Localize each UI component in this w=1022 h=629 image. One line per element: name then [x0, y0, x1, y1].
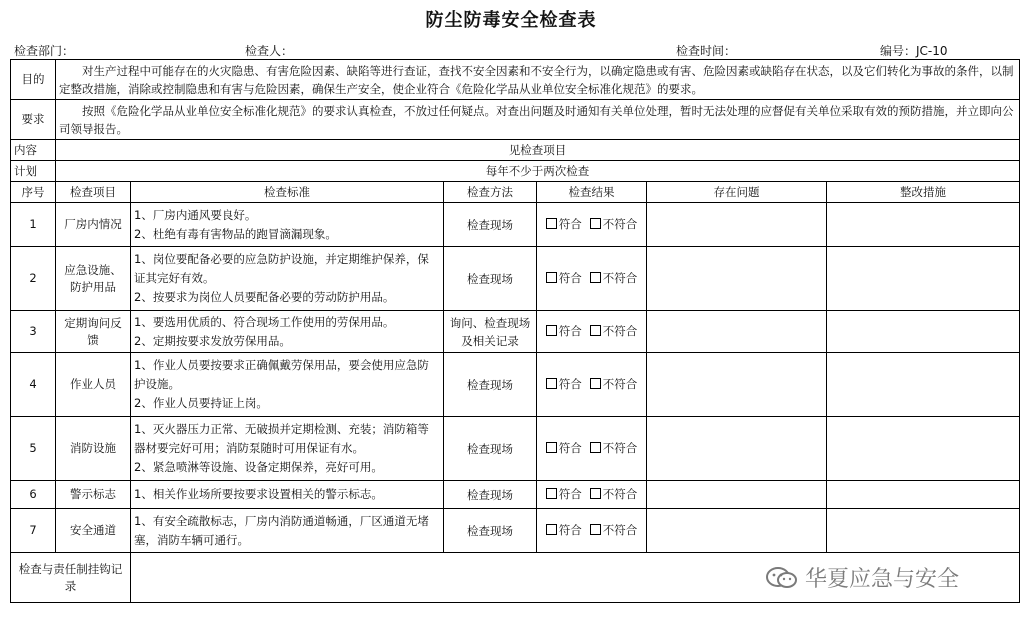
header-problem: 存在问题: [647, 182, 827, 203]
checkbox-square[interactable]: [546, 325, 557, 336]
standard-line: 1、作业人员要按要求正确佩戴劳保用品，要会使用应急防护设施。: [134, 358, 429, 391]
standard-line: 1、相关作业场所要按要求设置相关的警示标志。: [134, 487, 383, 501]
requirement-row: [11, 100, 1020, 140]
standard-line: 2、按要求为岗位人员要配备必要的劳动防护用品。: [134, 290, 395, 304]
pass-checkbox[interactable]: [546, 324, 582, 338]
content-text: 见检查项目: [56, 140, 1020, 161]
checkbox-square[interactable]: [590, 378, 601, 389]
plan-label: 计划: [11, 161, 56, 182]
row-problem: [647, 353, 827, 417]
watermark-text: 华夏应急与安全: [805, 567, 960, 592]
row-result: [537, 481, 647, 509]
checkbox-square[interactable]: [546, 442, 557, 453]
row-number: 6: [11, 481, 56, 509]
row-result: [537, 353, 647, 417]
standard-line: 2、作业人员要持证上岗。: [134, 396, 268, 410]
row-rectification: [827, 481, 1020, 509]
checkbox-label: 不符合: [602, 217, 638, 231]
page-title: 防尘防毒安全检查表: [425, 10, 597, 31]
row-method: 检查现场: [444, 247, 537, 311]
row-item: 作业人员: [56, 353, 131, 417]
row-method: 检查现场: [444, 203, 537, 247]
pass-checkbox[interactable]: [546, 487, 582, 501]
fail-checkbox[interactable]: [590, 217, 638, 231]
row-number: 7: [11, 509, 56, 553]
purpose-text: 对生产过程中可能存在的火灾隐患、有害危险因素、缺陷等进行查证，查找不安全因素和不安全行为，以确定隐患或有害、危险因素或缺陷存在状态，以及它们转化为事故的条件，以制定整改措施，消除或控制隐患和有害与危险因素，确保生产安全，使企业符合《危险化学品从业单位安全标准化规范》的要求。: [56, 60, 1020, 100]
checkbox-label: 符合: [558, 441, 582, 455]
checkbox-label: 符合: [558, 324, 582, 338]
row-item: 安全通道: [56, 509, 131, 553]
row-result: [537, 311, 647, 353]
header-standard: 检查标准: [131, 182, 444, 203]
row-problem: [647, 417, 827, 481]
plan-text: 每年不少于两次检查: [56, 161, 1020, 182]
row-rectification: [827, 203, 1020, 247]
row-item: 厂房内情况: [56, 203, 131, 247]
row-standard: [131, 417, 444, 481]
header-item: 检查项目: [56, 182, 131, 203]
row-standard: [131, 353, 444, 417]
header-rectification: 整改措施: [827, 182, 1020, 203]
row-number: 2: [11, 247, 56, 311]
row-standard: [131, 247, 444, 311]
fail-checkbox[interactable]: [590, 441, 638, 455]
row-method: 检查现场: [444, 353, 537, 417]
row-result: [537, 417, 647, 481]
row-method: 检查现场: [444, 417, 537, 481]
row-rectification: [827, 417, 1020, 481]
content-row: [11, 140, 1020, 161]
row-standard: [131, 203, 444, 247]
wechat-icon: [765, 566, 799, 590]
row-item: 警示标志: [56, 481, 131, 509]
row-number: 1: [11, 203, 56, 247]
standard-line: 1、岗位要配备必要的应急防护设施，并定期维护保养，保证其完好有效。: [134, 252, 429, 285]
purpose-row: [11, 60, 1020, 100]
checkbox-label: 符合: [558, 487, 582, 501]
checkbox-square[interactable]: [590, 524, 601, 535]
time-label: 检查时间：: [676, 44, 737, 58]
standard-line: 2、定期按要求发放劳保用品。: [134, 333, 291, 348]
fail-checkbox[interactable]: [590, 487, 638, 501]
dept-label: 检查部门：: [14, 44, 75, 58]
row-method: 检查现场: [444, 509, 537, 553]
row-standard: [131, 481, 444, 509]
checkbox-square[interactable]: [590, 325, 601, 336]
checkbox-square[interactable]: [546, 524, 557, 535]
checkbox-square[interactable]: [546, 218, 557, 229]
fail-checkbox[interactable]: [590, 523, 638, 537]
plan-row: [11, 161, 1020, 182]
checkbox-square[interactable]: [590, 218, 601, 229]
checkbox-label: 符合: [558, 377, 582, 391]
row-rectification: [827, 247, 1020, 311]
checkbox-square[interactable]: [590, 442, 601, 453]
footer-label: 检查与责任制挂钩记录: [11, 553, 131, 603]
pass-checkbox[interactable]: [546, 271, 582, 285]
checkbox-square[interactable]: [546, 378, 557, 389]
header-no: 序号: [11, 182, 56, 203]
content-label: 内容: [11, 140, 56, 161]
row-problem: [647, 203, 827, 247]
pass-checkbox[interactable]: [546, 377, 582, 391]
row-problem: [647, 247, 827, 311]
checkbox-label: 不符合: [602, 523, 638, 537]
table-row: [11, 353, 1020, 417]
row-item: 定期询问反馈: [56, 311, 131, 353]
row-rectification: [827, 311, 1020, 353]
row-problem: [647, 509, 827, 553]
checkbox-label: 不符合: [602, 271, 638, 285]
requirement-label: 要求: [11, 100, 56, 140]
checkbox-square[interactable]: [546, 488, 557, 499]
table-row: [11, 311, 1020, 353]
checkbox-label: 不符合: [602, 487, 638, 501]
requirement-text: 按照《危险化学品从业单位安全标准化规范》的要求认真检查，不放过任何疑点。对查出问题及时通知有关单位处理，暂时无法处理的应督促有关单位采取有效的预防措施，并立即向公司领导报告。: [56, 100, 1020, 140]
standard-line: 1、要选用优质的、符合现场工作使用的劳保用品。: [134, 314, 395, 329]
row-rectification: [827, 353, 1020, 417]
row-standard: [131, 311, 444, 353]
row-result: [537, 509, 647, 553]
standard-line: 1、灭火器压力正常、无破损并定期检测、充装；消防箱等器材要完好可用；消防泵随时可用保证有水。: [134, 422, 429, 455]
row-item: 应急设施、防护用品: [56, 247, 131, 311]
standard-line: 2、紧急喷淋等设施、设备定期保养，亮好可用。: [134, 460, 383, 474]
checkbox-square[interactable]: [590, 272, 601, 283]
standard-line: 1、厂房内通风要良好。: [134, 207, 257, 222]
checkbox-square[interactable]: [590, 488, 601, 499]
table-row: [11, 417, 1020, 481]
row-rectification: [827, 509, 1020, 553]
table-row: [11, 247, 1020, 311]
table-row: [11, 509, 1020, 553]
form-number: 编号：JC-10: [880, 44, 948, 58]
inspector-label: 检查人：: [245, 44, 294, 58]
fail-checkbox[interactable]: [590, 271, 638, 285]
pass-checkbox[interactable]: [546, 523, 582, 537]
watermark: [765, 562, 959, 593]
checkbox-label: 符合: [558, 523, 582, 537]
checkbox-square[interactable]: [546, 272, 557, 283]
standard-line: 2、杜绝有毒有害物品的跑冒滴漏现象。: [134, 226, 337, 241]
header-method: 检查方法: [444, 182, 537, 203]
checkbox-label: 不符合: [602, 441, 638, 455]
checkbox-label: 不符合: [602, 324, 638, 338]
pass-checkbox[interactable]: [546, 217, 582, 231]
checkbox-label: 符合: [558, 217, 582, 231]
purpose-label: 目的: [11, 60, 56, 100]
row-result: [537, 247, 647, 311]
pass-checkbox[interactable]: [546, 441, 582, 455]
row-problem: [647, 311, 827, 353]
row-method: 检查现场: [444, 481, 537, 509]
row-method: 询问、检查现场及相关记录: [444, 311, 537, 353]
checkbox-label: 符合: [558, 271, 582, 285]
table-row: [11, 203, 1020, 247]
fail-checkbox[interactable]: [590, 377, 638, 391]
header-row: [11, 182, 1020, 203]
fail-checkbox[interactable]: [590, 324, 638, 338]
checkbox-label: 不符合: [602, 377, 638, 391]
row-result: [537, 203, 647, 247]
header-result: 检查结果: [537, 182, 647, 203]
standard-line: 1、有安全疏散标志，厂房内消防通道畅通，厂区通道无堵塞，消防车辆可通行。: [134, 513, 429, 547]
inspection-table: [10, 59, 1020, 603]
row-problem: [647, 481, 827, 509]
table-row: [11, 481, 1020, 509]
row-standard: [131, 509, 444, 553]
row-number: 3: [11, 311, 56, 353]
row-number: 5: [11, 417, 56, 481]
row-number: 4: [11, 353, 56, 417]
row-item: 消防设施: [56, 417, 131, 481]
